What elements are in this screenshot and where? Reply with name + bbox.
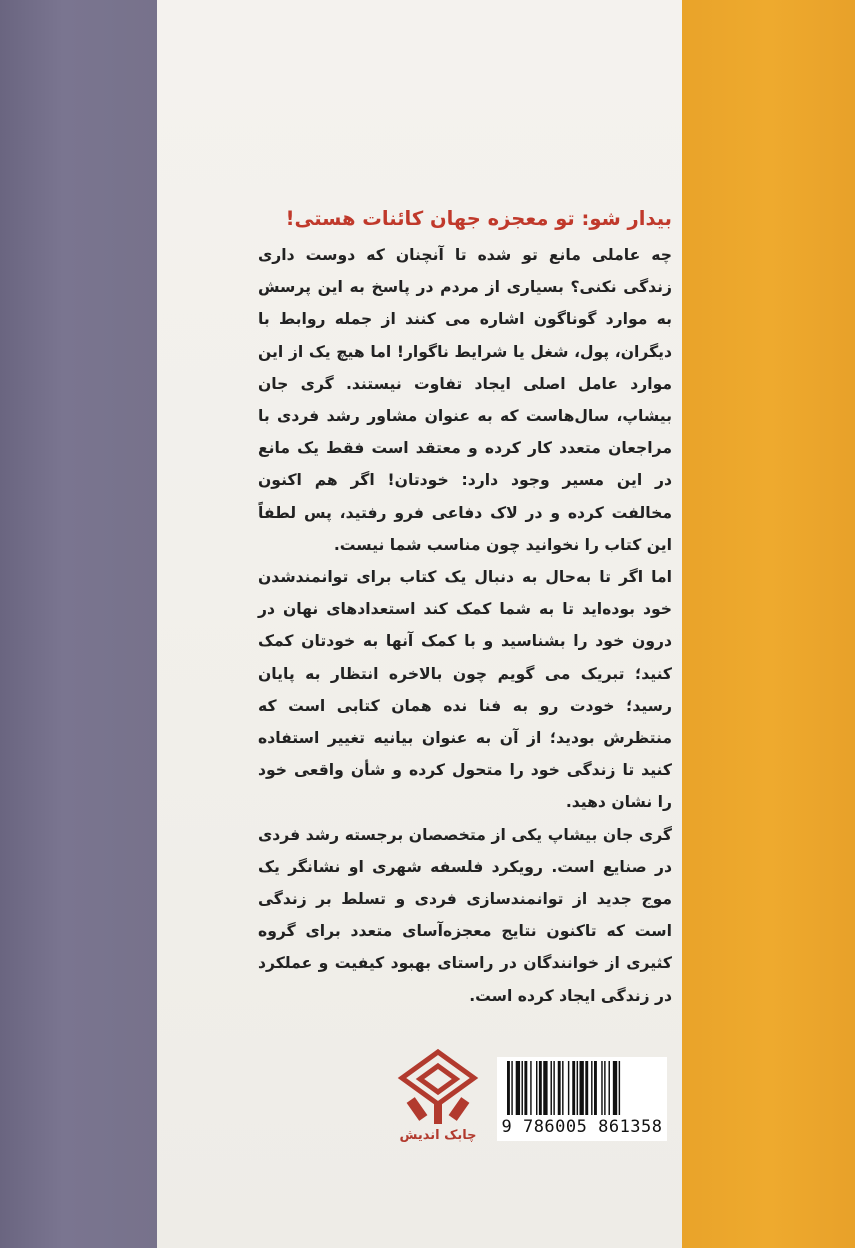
right-color-strip (682, 0, 855, 1248)
barcode-bar (558, 1061, 561, 1115)
barcode-bar (562, 1061, 563, 1115)
blurb-paragraph-2: اما اگر تا به‌حال به دنبال یک کتاب برای توانمندشدن خود بوده‌اید تا به شما کمک کند استعدادهای نهان در درون خود را بشناسید و با کمک آنها به خودتان کمک کنید؛ تبریک می گویم چون بالاخره انتظار به پایان رسید؛ خودت رو به فنا نده همان کتابی است که منتظرش بودید؛ از آن به عنوان بیانیه تغییر استفاده کنید تا زندگی خود را متحول کرده و شأن واقعی خود را نشان دهید. (258, 568, 672, 812)
barcode-bars (505, 1061, 659, 1119)
barcode-bar (551, 1061, 552, 1115)
barcode-bar (536, 1061, 537, 1115)
barcode-digits: 9 786005 861358 (501, 1117, 663, 1137)
barcode-bar (507, 1061, 510, 1115)
barcode-bar (591, 1061, 592, 1115)
blurb-title: بیدار شو: تو معجزه جهان کائنات هستی! (285, 207, 672, 230)
barcode-bar (543, 1061, 547, 1115)
barcode-bar (580, 1061, 584, 1115)
barcode-bar (613, 1061, 617, 1115)
barcode-bar (511, 1061, 512, 1115)
barcode-bar (516, 1061, 520, 1115)
blurb-paragraph-3: گری جان بیشاپ یکی از متخصصان برجسته رشد فردی در صنایع است. رویکرد فلسفه شهری او نشانگر یک موج جدید از توانمندسازی فردی و تسلط بر زندگی است که تاکنون نتایج معجزه‌آسای متعدد برای گروه کثیری از خوانندگان در راستای بهبود کیفیت و عملکرد در زندگی ایجاد کرده است. (258, 825, 672, 1005)
barcode-bar (609, 1061, 610, 1115)
barcode-bar (585, 1061, 588, 1115)
blurb-paragraph-1: چه عاملی مانع تو شده تا آنچنان که دوست داری زندگی نکنی؟ بسیاری از مردم در پاسخ به این پرسش به موارد گوناگون اشاره می کنند از جمله روابط با دیگران، پول، شغل یا شرایط ناگوار! اما هیچ یک از این موارد عامل اصلی ایجاد تفاوت نیستند. گری جان بیشاپ، سال‌هاست که به عنوان مشاور رشد فردی با مراجعان متعدد کار کرده و معتقد است فقط یک مانع در این مسیر وجود دارد: خودتان! اگر هم اکنون مخالفت کرده و در لاک دفاعی فرو رفتید، پس لطفاً این کتاب را نخوانید چون مناسب شما نیست. (258, 246, 672, 554)
barcode-bar (577, 1061, 578, 1115)
barcode-bar (594, 1061, 597, 1115)
publisher-name: چابک اندیش (399, 1128, 477, 1143)
barcode-bar (553, 1061, 554, 1115)
barcode-bar (568, 1061, 569, 1115)
barcode-bar (530, 1061, 531, 1115)
barcode-bar (604, 1061, 605, 1115)
back-cover-blurb (258, 205, 672, 1012)
barcode-bar (572, 1061, 575, 1115)
barcode-bar (619, 1061, 620, 1115)
barcode-bar (539, 1061, 542, 1115)
barcode-bar (522, 1061, 523, 1115)
barcode-bar (524, 1061, 527, 1115)
isbn-barcode (497, 1057, 667, 1141)
left-color-strip (0, 0, 157, 1248)
publisher-logo-graphic (394, 1048, 482, 1128)
barcode-bar (601, 1061, 602, 1115)
